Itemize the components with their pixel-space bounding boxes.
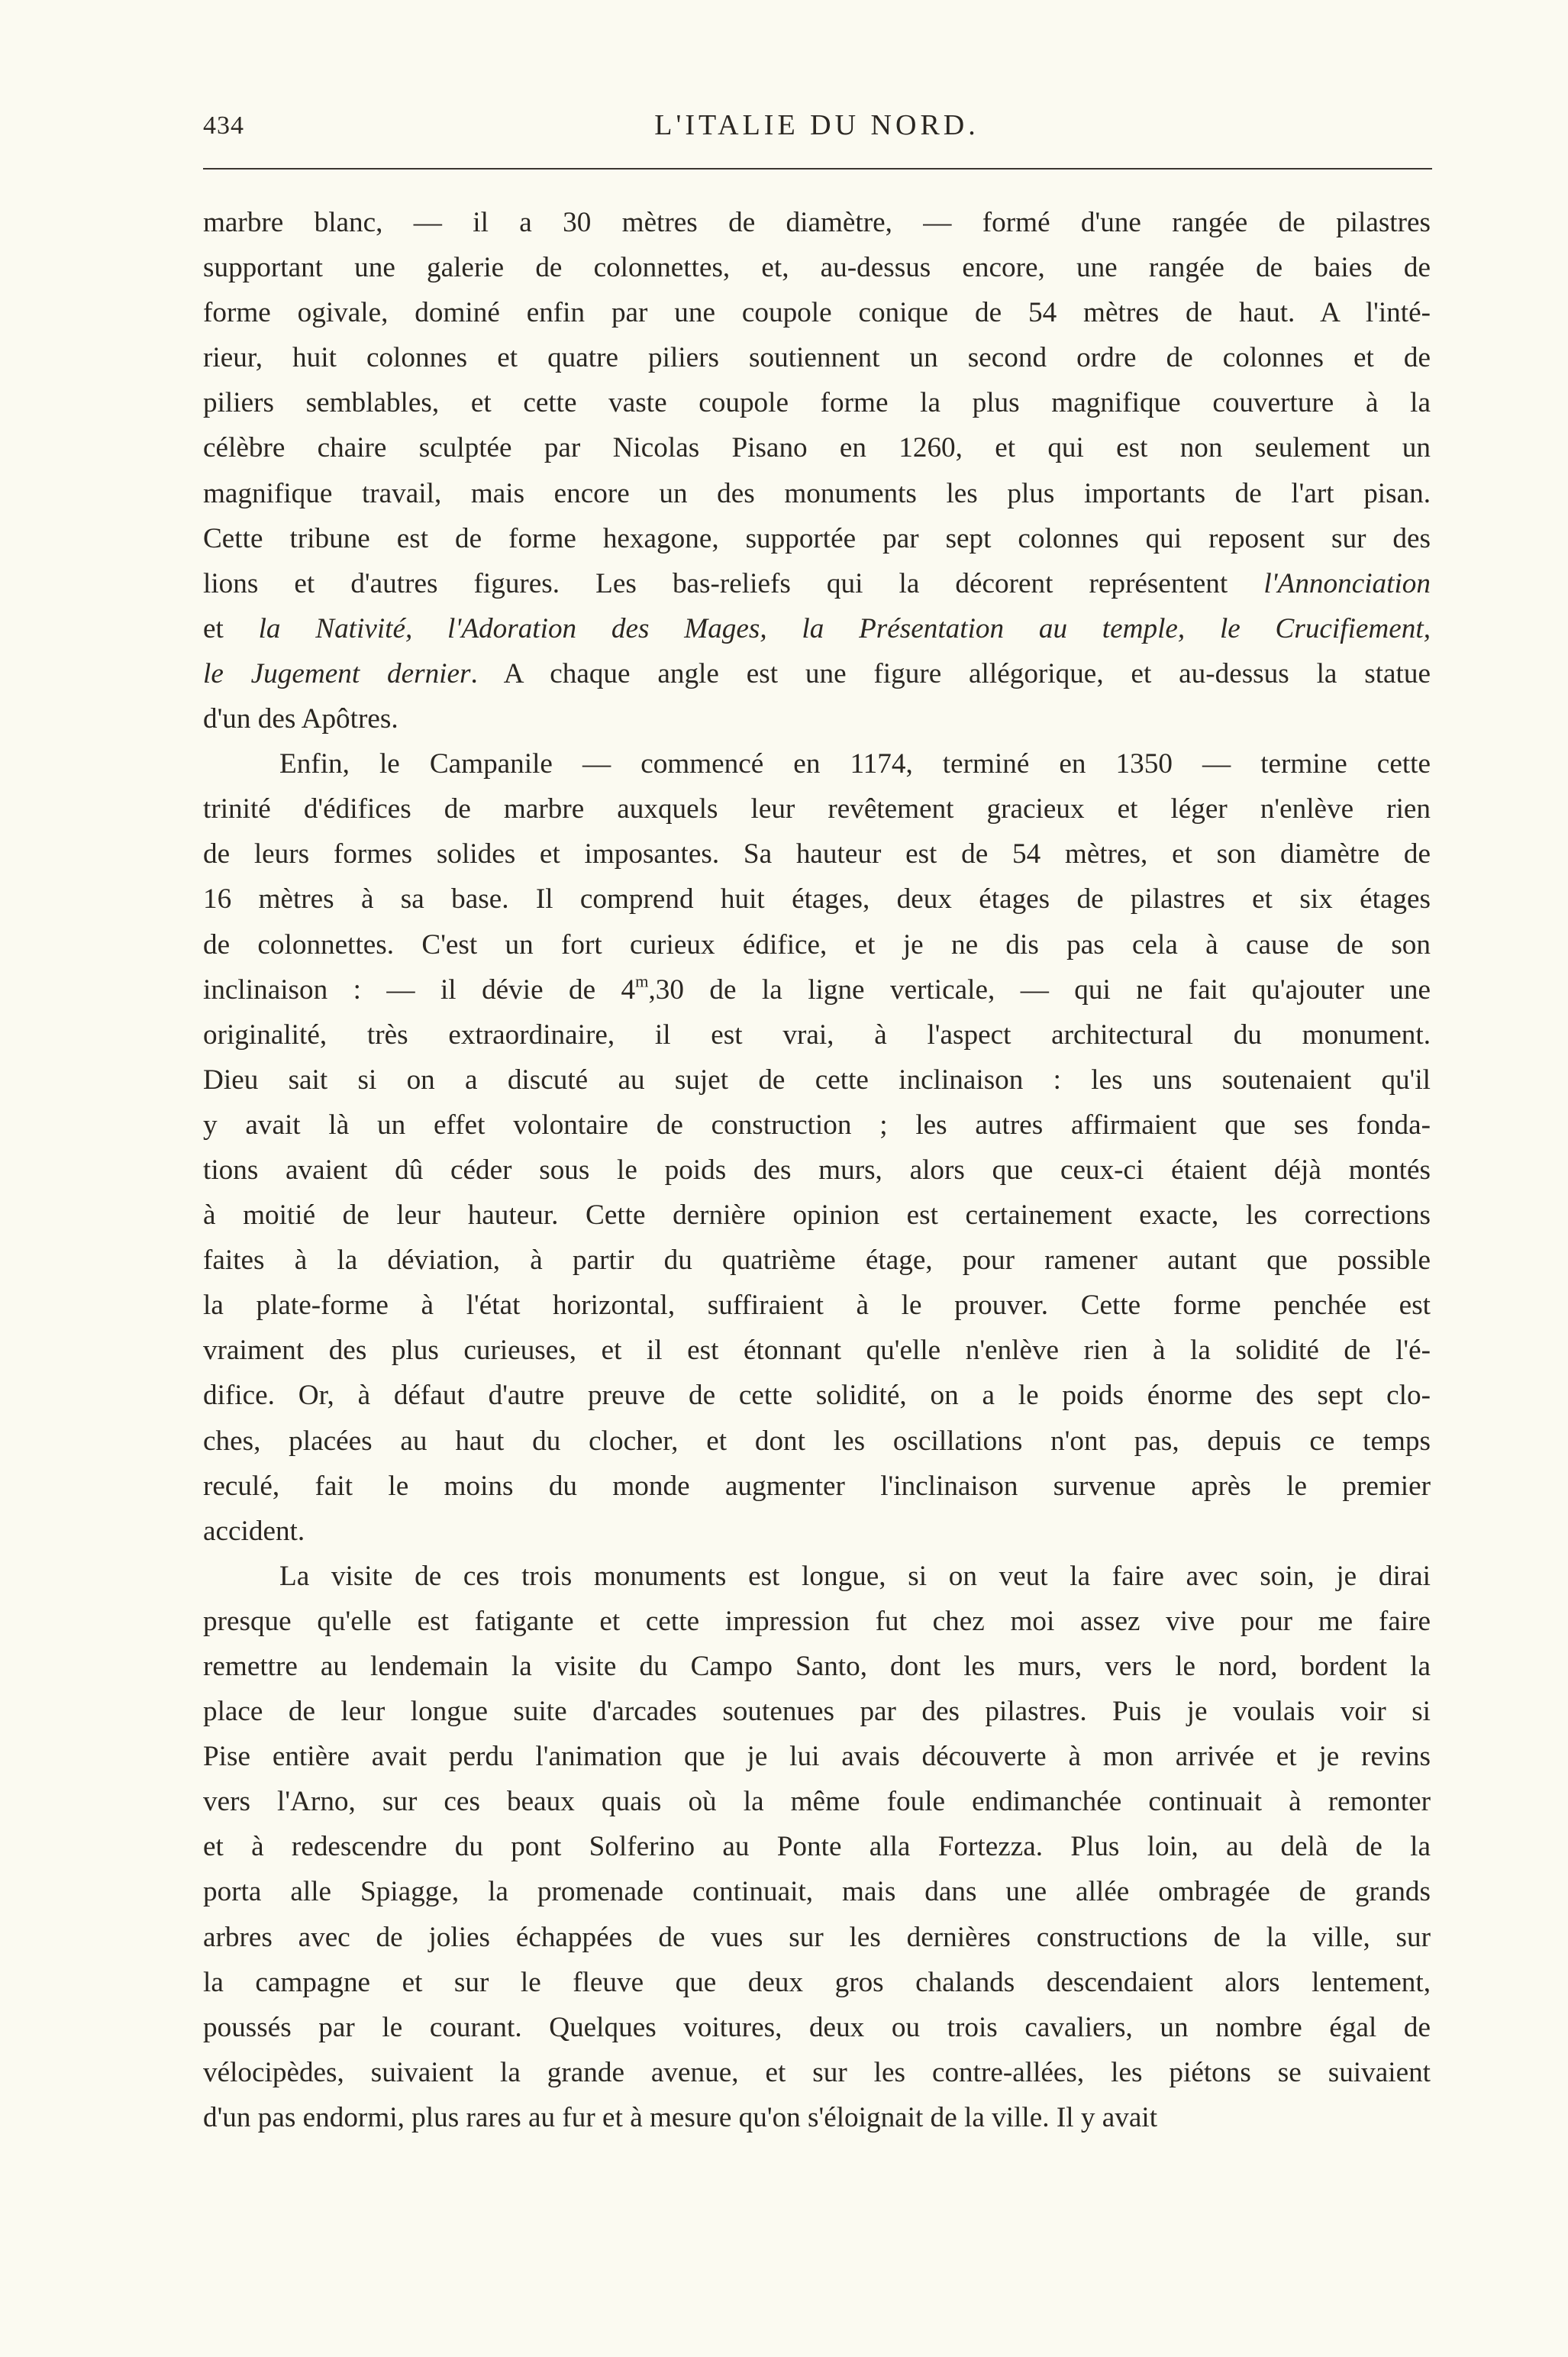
- text-line: [203, 1419, 1431, 1464]
- text-line: [203, 1057, 1431, 1103]
- text-line: [203, 1148, 1431, 1193]
- text-run: poussés par le courant. Quelques voitures, deux ou trois cavaliers, un nombre égal de: [203, 2011, 1431, 2043]
- text-run: vraiment des plus curieuses, et il est étonnant qu'elle n'enlève rien à la solidité de l'é-: [203, 1335, 1431, 1367]
- text-line: [203, 1193, 1431, 1238]
- text-line: [203, 1915, 1431, 1960]
- running-title: L'ITALIE DU NORD.: [654, 109, 979, 141]
- text-line: [203, 1644, 1431, 1689]
- text-line: [203, 1373, 1431, 1418]
- text-line: [203, 1734, 1431, 1779]
- text-line: [203, 1464, 1431, 1509]
- text-run: la campagne et sur le fleuve que deux gros chalands descendaient alors lentement,: [203, 1966, 1431, 1998]
- text-run: à moitié de leur hauteur. Cette dernière opinion est certainement exacte, les corrections: [203, 1199, 1431, 1232]
- text-line: [203, 290, 1431, 335]
- text-run: Dieu sait si on a discuté au sujet de cette inclinaison : les uns soutenaient qu'il: [203, 1064, 1431, 1096]
- text-line: [203, 1238, 1431, 1283]
- text-run: y avait là un effet volontaire de construction ; les autres affirmaient que ses fonda-: [203, 1109, 1431, 1141]
- text-run: Enfin, le Campanile — commencé en 1174, terminé en 1350 — termine cette: [279, 748, 1431, 780]
- text-run: trinité d'édifices de marbre auxquels leur revêtement gracieux et léger n'enlève rien: [203, 793, 1431, 825]
- text-run: piliers semblables, et cette vaste coupole forme la plus magnifique couverture à la: [203, 387, 1431, 419]
- text-run: tions avaient dû céder sous le poids des murs, alors que ceux-ci étaient déjà montés: [203, 1154, 1431, 1186]
- text-run: Cette tribune est de forme hexagone, supportée par sept colonnes qui reposent sur des: [203, 522, 1431, 554]
- text-line: [203, 1328, 1431, 1373]
- italic-text: l'Annonciation: [1263, 567, 1431, 599]
- page-header: [203, 102, 1431, 148]
- text-line: [203, 877, 1431, 922]
- text-run: 16 mètres à sa base. Il comprend huit étages, deux étages de pilastres et six étages: [203, 883, 1431, 915]
- text-run: ches, placées au haut du clocher, et dont les oscillations n'ont pas, depuis ce temps: [203, 1425, 1431, 1457]
- text-run: vélocipèdes, suivaient la grande avenue, et sur les contre-allées, les piétons se suivaient: [203, 2056, 1431, 2088]
- text-run: supportant une galerie de colonnettes, et, au-dessus encore, une rangée de baies de: [203, 252, 1431, 284]
- text-run: La visite de ces trois monuments est longue, si on veut la faire avec soin, je dirai: [279, 1560, 1431, 1592]
- text-line: [203, 245, 1431, 290]
- body-text: [203, 200, 1431, 2140]
- text-run: vers l'Arno, sur ces beaux quais où la même foule endimanchée continuait à remonter: [203, 1786, 1431, 1818]
- italic-text: le Jugement dernier: [203, 657, 471, 689]
- superscript: m: [635, 970, 649, 990]
- text-run: rieur, huit colonnes et quatre piliers soutiennent un second ordre de colonnes et de: [203, 342, 1431, 374]
- text-line: [203, 516, 1431, 561]
- text-run: de colonnettes. C'est un fort curieux édifice, et je ne dis pas cela à cause de son: [203, 928, 1431, 961]
- text-line: [203, 335, 1431, 380]
- text-line: [203, 922, 1431, 967]
- text-line: [203, 471, 1431, 516]
- text-line: [203, 2095, 1431, 2140]
- text-run: arbres avec de jolies échappées de vues sur les dernières constructions de la ville, sur: [203, 1921, 1431, 1953]
- header-rule: [203, 168, 1432, 170]
- text-run: faites à la déviation, à partir du quatrième étage, pour ramener autant que possible: [203, 1245, 1431, 1277]
- text-run: d'un des Apôtres.: [203, 703, 398, 735]
- text-run: . A chaque angle est une figure allégorique, et au-dessus la statue: [470, 657, 1431, 689]
- text-line: [203, 786, 1431, 831]
- text-line: [203, 2005, 1431, 2050]
- text-line: [203, 696, 1431, 741]
- text-line: [203, 741, 1431, 786]
- text-line: [203, 1283, 1431, 1328]
- text-line: [203, 1599, 1431, 1644]
- text-line: [203, 606, 1431, 651]
- text-run: originalité, très extraordinaire, il est vrai, à l'aspect architectural du monument.: [203, 1019, 1431, 1051]
- text-run: accident.: [203, 1515, 305, 1547]
- text-run: difice. Or, à défaut d'autre preuve de cette solidité, on a le poids énorme des sept clo-: [203, 1380, 1431, 1412]
- text-line: [203, 425, 1431, 470]
- text-line: [203, 1779, 1431, 1824]
- page-number: 434: [203, 111, 244, 140]
- text-run: marbre blanc, — il a 30 mètres de diamètre, — formé d'une rangée de pilastres: [203, 207, 1431, 238]
- text-run: magnifique travail, mais encore un des monuments les plus importants de l'art pisan.: [203, 477, 1431, 509]
- text-run: Pise entière avait perdu l'animation que je lui avais découverte à mon arrivée et je revins: [203, 1741, 1431, 1773]
- text-line: [203, 1960, 1431, 2005]
- text-run: d'un pas endormi, plus rares au fur et à mesure qu'on s'éloignait de la ville. Il y avait: [203, 2101, 1158, 2133]
- paragraph: [203, 200, 1431, 741]
- text-run: de leurs formes solides et imposantes. Sa hauteur est de 54 mètres, et son diamètre de: [203, 838, 1431, 870]
- text-run: lions et d'autres figures. Les bas-reliefs qui la décorent représentent: [203, 567, 1264, 599]
- text-run: inclinaison : — il dévie de 4: [203, 973, 636, 1006]
- text-line: [203, 1869, 1431, 1914]
- text-line: [203, 1554, 1431, 1599]
- text-run: célèbre chaire sculptée par Nicolas Pisano en 1260, et qui est non seulement un: [203, 432, 1431, 464]
- text-line: [203, 380, 1431, 425]
- text-line: [203, 651, 1431, 696]
- paragraph: [203, 1554, 1431, 2140]
- paragraph: [203, 741, 1431, 1554]
- text-line: [203, 1824, 1431, 1869]
- text-run: et: [203, 612, 259, 644]
- text-run: forme ogivale, dominé enfin par une coupole conique de 54 mètres de haut. A l'inté-: [203, 297, 1431, 329]
- text-run: la plate-forme à l'état horizontal, suffiraient à le prouver. Cette forme penchée est: [203, 1290, 1431, 1322]
- italic-text: la Nativité, l'Adoration des Mages, la Présentation au temple, le Crucifiement,: [258, 612, 1431, 644]
- text-line: [203, 967, 1431, 1012]
- text-line: [203, 561, 1431, 606]
- text-line: [203, 200, 1431, 245]
- text-line: [203, 1012, 1431, 1057]
- text-line: [203, 2050, 1431, 2095]
- text-run: remettre au lendemain la visite du Campo Santo, dont les murs, vers le nord, bordent la: [203, 1651, 1431, 1682]
- text-line: [203, 831, 1431, 877]
- text-run: porta alle Spiagge, la promenade continuait, mais dans une allée ombragée de grands: [203, 1876, 1431, 1908]
- text-run: et à redescendre du pont Solferino au Ponte alla Fortezza. Plus loin, au delà de la: [203, 1831, 1431, 1863]
- text-run: presque qu'elle est fatigante et cette impression fut chez moi assez vive pour me faire: [203, 1605, 1431, 1637]
- text-run: ,30 de la ligne verticale, — qui ne fait qu'ajouter une: [648, 973, 1431, 1006]
- text-run: place de leur longue suite d'arcades soutenues par des pilastres. Puis je voulais voir si: [203, 1696, 1431, 1728]
- text-line: [203, 1103, 1431, 1148]
- text-line: [203, 1509, 1431, 1554]
- text-line: [203, 1689, 1431, 1734]
- text-run: reculé, fait le moins du monde augmenter l'inclinaison survenue après le premier: [203, 1470, 1431, 1502]
